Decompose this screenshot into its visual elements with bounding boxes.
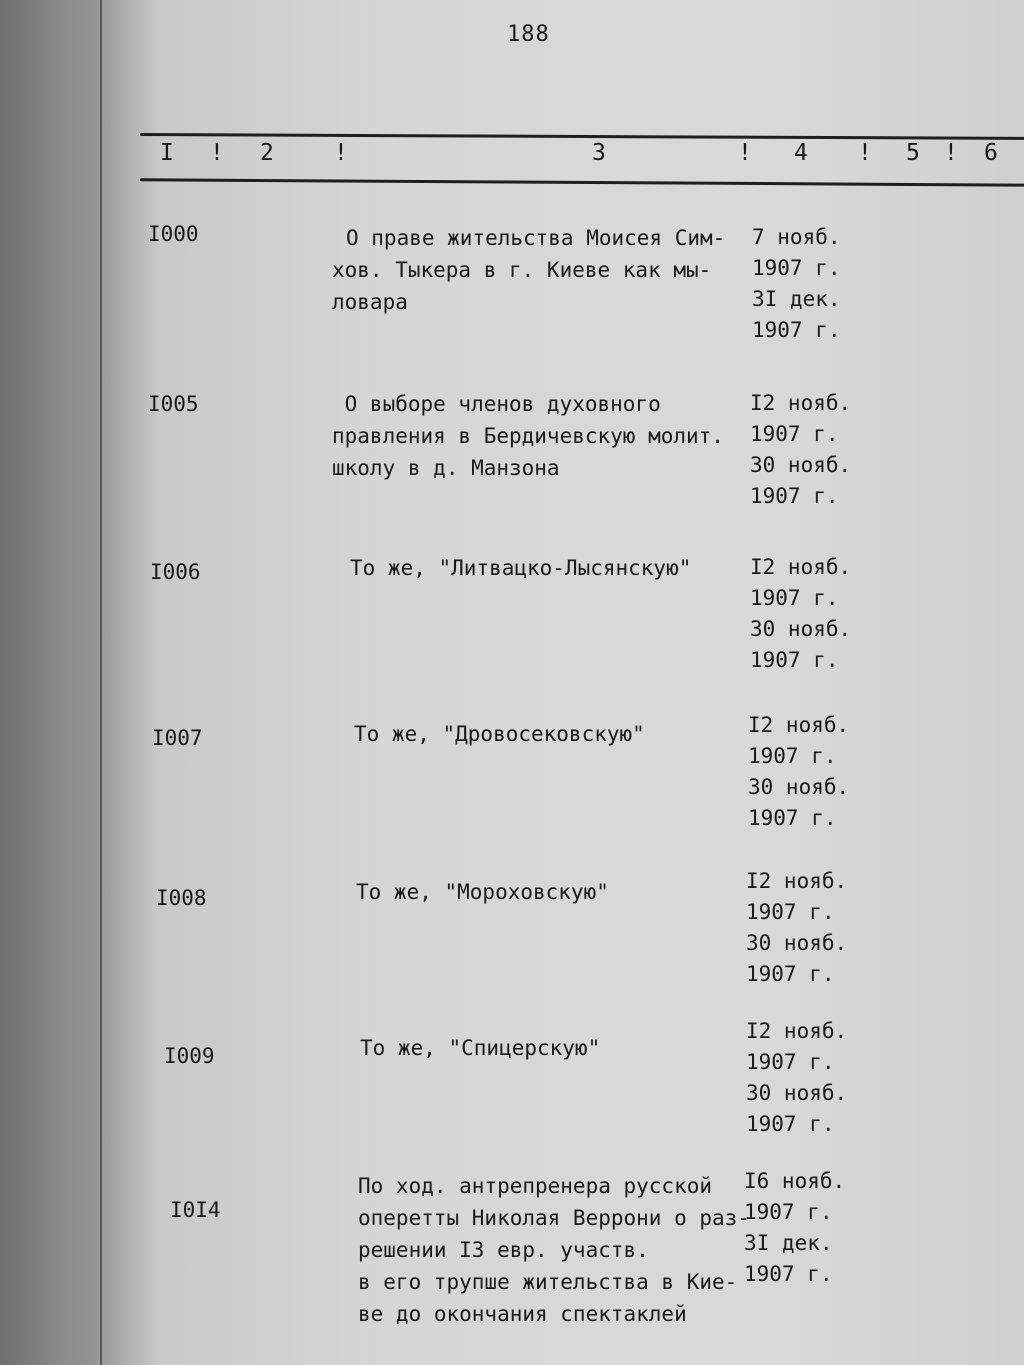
header-col-1: I [160, 140, 174, 166]
date-end: 30 нояб. [746, 1081, 848, 1105]
date-end: 3I дек. [744, 1231, 833, 1255]
date-start: I2 нояб. [750, 555, 852, 579]
entry-number: I000 [148, 222, 199, 246]
date-start: I2 нояб. [750, 391, 852, 415]
date-start: I2 нояб. [746, 1019, 848, 1043]
header-col-3: 3 [592, 140, 606, 166]
entry-dates [746, 866, 847, 990]
date-end-year: 1907 г. [752, 318, 841, 342]
date-end-year: 1907 г. [750, 648, 839, 672]
date-end: 30 нояб. [746, 931, 848, 955]
header-col-4: 4 [794, 140, 808, 166]
description-line: школу в д. Манзона [332, 456, 560, 480]
page-number: 188 [507, 22, 550, 47]
entry-description [332, 222, 725, 318]
header-separator: ! [858, 140, 872, 166]
entry-dates [746, 1016, 847, 1140]
date-start-year: 1907 г. [744, 1200, 833, 1224]
date-end: 30 нояб. [748, 775, 850, 799]
date-end: 3I дек. [752, 287, 841, 311]
description-line: То же, "Спицерскую" [360, 1036, 601, 1060]
table-header-row [102, 140, 1024, 176]
entry-description [350, 552, 691, 584]
archive-page [100, 0, 1024, 1365]
date-end-year: 1907 г. [746, 962, 835, 986]
description-line: То же, "Мороховскую" [356, 880, 609, 904]
date-end: 30 нояб. [750, 617, 852, 641]
date-start: I2 нояб. [746, 869, 848, 893]
header-col-6: 6 [984, 140, 998, 166]
date-end: 30 нояб. [750, 453, 852, 477]
date-end-year: 1907 г. [746, 1112, 835, 1136]
entry-description [356, 876, 609, 908]
date-start: 7 нояб. [752, 225, 841, 249]
description-line: оперетты Николая Веррони о раз- [358, 1206, 750, 1230]
entry-dates [752, 222, 841, 346]
entry-description [332, 388, 724, 484]
date-start: I6 нояб. [744, 1169, 846, 1193]
entry-number: I006 [150, 560, 201, 584]
header-separator: ! [738, 140, 752, 166]
date-end-year: 1907 г. [744, 1262, 833, 1286]
date-start: I2 нояб. [748, 713, 850, 737]
description-line: в его трупше жительства в Кие- [358, 1270, 738, 1294]
entry-description [360, 1032, 600, 1064]
description-line: ве до окончания спектаклей [358, 1302, 687, 1326]
description-line: ловара [332, 290, 408, 314]
entry-number: I0I4 [170, 1198, 221, 1222]
date-start-year: 1907 г. [752, 256, 841, 280]
entry-number: I007 [152, 726, 203, 750]
header-col-5: 5 [906, 140, 920, 166]
entry-dates [750, 552, 851, 676]
date-start-year: 1907 г. [750, 586, 839, 610]
header-separator: ! [210, 140, 224, 166]
entry-description [358, 1170, 750, 1330]
entry-dates [750, 388, 851, 512]
entry-dates [748, 710, 849, 834]
description-line: По ход. антрепренера русской [358, 1174, 713, 1198]
header-col-2: 2 [260, 140, 274, 166]
description-line: О выборе членов духовного [332, 392, 661, 416]
entry-number: I005 [148, 392, 199, 416]
entry-dates [744, 1166, 845, 1290]
entry-number: I008 [156, 886, 207, 910]
description-line: правления в Бердичевскую молит. [332, 424, 724, 448]
description-line: То же, "Литвацко-Лысянскую" [350, 556, 692, 580]
date-start-year: 1907 г. [746, 1050, 835, 1074]
date-end-year: 1907 г. [750, 484, 839, 508]
description-line: хов. Тыкера в г. Киеве как мы- [332, 258, 712, 282]
description-line: То же, "Дровосековскую" [354, 722, 645, 746]
date-start-year: 1907 г. [746, 900, 835, 924]
entry-number: I009 [164, 1044, 215, 1068]
description-line: решении I3 евр. участв. [358, 1238, 649, 1262]
header-separator: ! [944, 140, 958, 166]
table-header-bottom-rule [140, 178, 1024, 186]
description-line: О праве жительства Моисея Сим- [346, 226, 726, 250]
table-header-top-rule [140, 133, 1024, 140]
entry-description [354, 718, 645, 750]
header-separator: ! [334, 140, 348, 166]
date-start-year: 1907 г. [748, 744, 837, 768]
date-end-year: 1907 г. [748, 806, 837, 830]
date-start-year: 1907 г. [750, 422, 839, 446]
